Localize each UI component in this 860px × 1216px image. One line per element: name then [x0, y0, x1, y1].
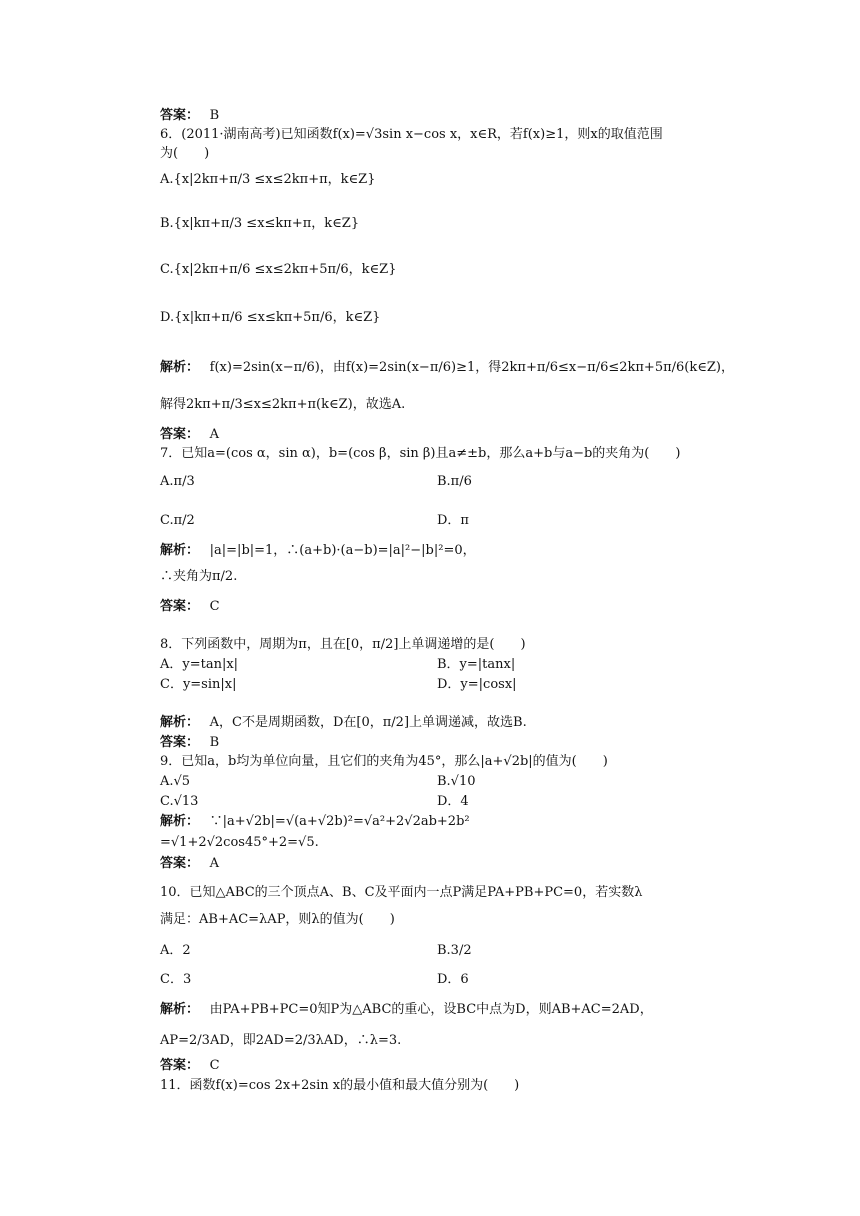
answer-value: A — [209, 856, 220, 871]
q6-solution-line1 — [160, 360, 734, 376]
q10-option-a: A．2 — [160, 943, 191, 958]
answer-label: 答案： — [160, 599, 193, 614]
q6-option-a: A.{x|2kπ+π/3 ≤x≤2kπ+π，k∈Z} — [160, 172, 376, 187]
q10-stem-line2: 满足：AB+AC=λAP，则λ的值为( ) — [160, 912, 395, 927]
q8-option-b: B．y=|tanx| — [437, 657, 516, 672]
q6-stem-line2: 为( ) — [160, 146, 210, 161]
answer-label: 答案： — [160, 735, 193, 750]
q7-option-d: D．π — [437, 513, 469, 528]
q9-option-c: C.√13 — [160, 794, 199, 809]
q10-sol1: 由PA+PB+PC=0知P为△ABC的重心，设BC中点为D，则AB+AC=2AD， — [209, 1002, 653, 1017]
answer-value: C — [209, 599, 220, 614]
answer-value: B — [209, 735, 220, 750]
q7-sol1: |a|=|b|=1，∴(a+b)·(a−b)=|a|²−|b|²=0， — [209, 543, 476, 558]
q6-sol1: f(x)=2sin(x−π/6)，由f(x)=2sin(x−π/6)≥1，得2kπ+π/6≤x−π/6≤2kπ+5π/6(k∈Z)， — [209, 360, 734, 375]
q6-stem1: 6．(2011·湖南高考)已知函数f(x)=√3sin x−cos x，x∈R，若f(x)≥1，则x的取值范围 — [160, 127, 663, 142]
answer-label: 答案： — [160, 1058, 193, 1073]
q8-option-a: A．y=tan|x| — [160, 657, 239, 672]
q8-option-d: D．y=|cosx| — [437, 677, 517, 692]
q9-solution-line2: =√1+2√2cos45°+2=√5. — [160, 835, 319, 850]
answer-label: 答案： — [160, 856, 193, 871]
answer-value: A — [209, 427, 220, 442]
q10-solution-line1 — [160, 1002, 653, 1018]
q6-answer — [160, 427, 219, 443]
q7-answer — [160, 599, 220, 615]
q10-option-b: B.3/2 — [437, 943, 472, 958]
q6-option-b: B.{x|kπ+π/3 ≤x≤kπ+π，k∈Z} — [160, 216, 360, 231]
q9-solution-line1 — [160, 814, 470, 830]
q9-option-a: A.√5 — [160, 774, 191, 789]
solution-label: 解析： — [160, 543, 193, 558]
q9-sol1: ∵|a+√2b|=√(a+√2b)²=√a²+2√2ab+2b² — [209, 814, 470, 829]
q7-option-a: A.π/3 — [160, 474, 195, 489]
q10-stem-line1: 10．已知△ABC的三个顶点A、B、C及平面内一点P满足PA+PB+PC=0，若实数λ — [160, 885, 643, 900]
solution-label: 解析： — [160, 814, 193, 829]
solution-label: 解析： — [160, 360, 193, 375]
q6-stem-line1 — [160, 127, 663, 143]
answer-value: C — [209, 1058, 220, 1073]
q8-stem: 8．下列函数中，周期为π，且在[0，π/2]上单调递增的是( ) — [160, 637, 526, 652]
q10-answer — [160, 1058, 220, 1074]
q6-solution-line2: 解得2kπ+π/3≤x≤2kπ+π(k∈Z)，故选A. — [160, 397, 406, 412]
answer-5 — [160, 108, 219, 124]
q7-solution-line2: ∴夹角为π/2. — [160, 569, 238, 584]
answer-value: B — [209, 108, 220, 123]
q7-option-c: C.π/2 — [160, 513, 195, 528]
solution-label: 解析： — [160, 1002, 193, 1017]
answer-label: 答案： — [160, 427, 193, 442]
answer-label: 答案： — [160, 108, 193, 123]
q8-solution — [160, 715, 527, 731]
q8-sol: A，C不是周期函数，D在[0，π/2]上单调递减，故选B. — [209, 715, 527, 730]
q11-stem: 11．函数f(x)=cos 2x+2sin x的最小值和最大值分别为( ) — [160, 1078, 520, 1093]
q9-stem: 9．已知a，b均为单位向量，且它们的夹角为45°，那么|a+√2b|的值为( ) — [160, 754, 608, 769]
solution-label: 解析： — [160, 715, 193, 730]
q10-option-c: C．3 — [160, 972, 192, 987]
q10-solution-line2: AP=2/3AD，即2AD=2/3λAD，∴λ=3. — [160, 1033, 402, 1048]
q9-option-b: B.√10 — [437, 774, 476, 789]
q7-stem: 7．已知a=(cos α，sin α)，b=(cos β，sin β)且a≠±b，那么a+b与a−b的夹角为( ) — [160, 446, 681, 461]
q6-option-c: C.{x|2kπ+π/6 ≤x≤2kπ+5π/6，k∈Z} — [160, 262, 397, 277]
q9-option-d: D．4 — [437, 794, 469, 809]
q7-solution-line1 — [160, 543, 476, 559]
q7-option-b: B.π/6 — [437, 474, 472, 489]
q8-option-c: C．y=sin|x| — [160, 677, 237, 692]
q6-option-d: D.{x|kπ+π/6 ≤x≤kπ+5π/6，k∈Z} — [160, 310, 381, 325]
q10-option-d: D．6 — [437, 972, 469, 987]
q9-answer — [160, 856, 219, 872]
q8-answer — [160, 735, 219, 751]
